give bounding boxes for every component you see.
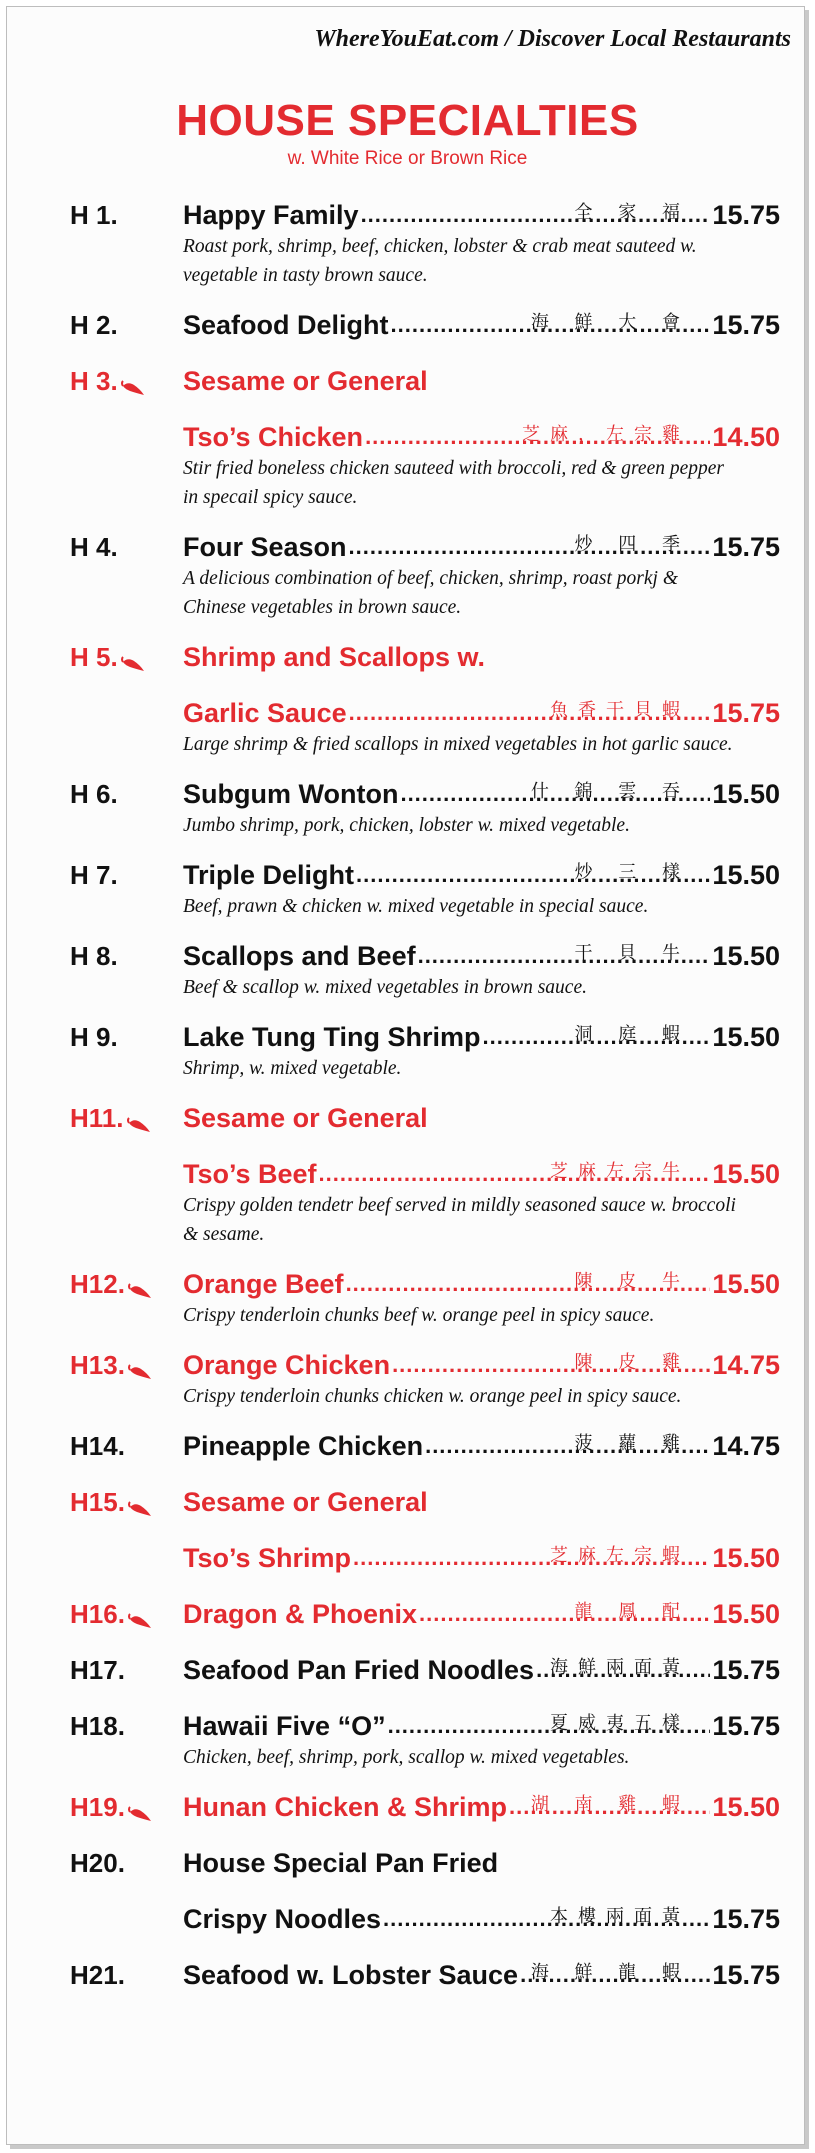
item-name-line [70,1950,780,2006]
spicy-pepper-icon [120,650,146,668]
item-code: H 9. [70,1022,118,1052]
item-code: H21. [70,1960,125,1990]
item-price: 15.75 [712,1711,780,1741]
item-code: H16. [70,1599,180,1630]
item-chinese-name: 海 鮮 大 會 [530,312,690,333]
item-description: Beef, prawn & chicken w. mixed vegetable in special sauce. [183,896,649,917]
item-price: 15.50 [712,1022,780,1052]
item-name-line [70,850,780,906]
item-code: H15. [70,1487,180,1518]
item-name: Tso’s Chicken [183,422,364,452]
item-code: H18. [70,1711,125,1741]
item-description: Large shrimp & fried scallops in mixed vegetables in hot garlic sauce. [183,734,733,755]
spicy-pepper-icon [127,1277,153,1295]
menu-item [70,1589,780,1645]
item-price: 15.50 [712,860,780,890]
item-name-line [70,1533,780,1589]
item-name-line [70,1589,780,1645]
item-chinese-name: 全 家 福 [574,202,690,223]
item-name-line [70,931,780,987]
item-chinese-name: 芝麻左宗牛 [550,1161,690,1182]
item-chinese-name: 什 錦 雲 吞 [530,781,690,802]
item-code: H 1. [70,200,118,230]
item-name: Orange Beef [183,1269,344,1299]
item-name-line [70,688,780,744]
item-name-line [70,1645,780,1701]
item-description: Crispy golden tendetr beef served in mildly seasoned sauce w. broccoli & sesame. [183,1195,736,1245]
item-name: Orange Chicken [183,1350,391,1380]
item-name: Happy Family [183,200,359,230]
menu-item [70,632,780,759]
item-name: Four Season [183,532,347,562]
menu-list [70,190,780,2006]
item-name-line [70,1093,780,1149]
spicy-pepper-icon [127,1495,153,1513]
spicy-pepper-icon [127,1607,153,1625]
item-name: Scallops and Beef [183,941,416,971]
site-watermark: WhereYouEat.com / Discover Local Restaurants [314,26,791,52]
item-description: Crispy tenderloin chunks chicken w. orange peel in spicy sauce. [183,1386,682,1407]
item-code: H 2. [70,310,118,340]
menu-item [70,931,780,1002]
item-name: Lake Tung Ting Shrimp [183,1022,481,1052]
item-price: 15.50 [712,941,780,971]
item-code: H17. [70,1655,125,1685]
item-price: 15.50 [712,779,780,809]
menu-item [70,1259,780,1330]
item-code: H14. [70,1431,125,1461]
item-name: Subgum Wonton [183,779,399,809]
item-price: 15.75 [712,310,780,340]
item-price: 14.50 [712,422,780,452]
item-chinese-name: 炒 三 樣 [574,862,690,883]
item-code: H20. [70,1848,125,1878]
item-chinese-name: 海 鮮 龍 蝦 [530,1962,690,1983]
item-price: 15.75 [712,200,780,230]
page-subtitle: w. White Rice or Brown Rice [287,148,528,169]
item-name-line [70,190,780,246]
item-chinese-name: 陳 皮 雞 [574,1352,690,1373]
item-description: A delicious combination of beef, chicken, shrimp, roast porkj & Chinese vegetables in brown sauce. [183,568,679,618]
item-description: Chicken, beef, shrimp, pork, scallop w. mixed vegetables. [183,1747,630,1768]
item-description: Jumbo shrimp, pork, chicken, lobster w. mixed vegetable. [183,815,630,836]
item-name: Triple Delight [183,860,355,890]
item-chinese-name: 芝麻，左宗雞 [522,424,690,445]
item-description: Beef & scallop w. mixed vegetables in brown sauce. [183,977,587,998]
spicy-pepper-icon [127,1800,153,1818]
item-code: H13. [70,1350,180,1381]
item-code: H 4. [70,532,118,562]
item-chinese-name: 湖 南 雞 蝦 [530,1794,690,1815]
menu-item [70,1782,780,1838]
item-chinese-name: 本樓兩面黃 [550,1906,690,1927]
menu-item [70,1340,780,1411]
item-name-line [70,1701,780,1757]
item-name-line [70,1477,780,1533]
menu-item [70,190,780,290]
item-chinese-name: 海鮮兩面黃 [550,1657,690,1678]
item-name-part1: House Special Pan Fried [183,1848,499,1878]
item-code: H11. [70,1103,180,1134]
item-chinese-name: 菠 蘿 雞 [574,1433,690,1454]
item-name-part1: Shrimp and Scallops w. [183,642,486,672]
item-name: Tso’s Shrimp [183,1543,352,1573]
item-name: Tso’s Beef [183,1159,317,1189]
item-price: 15.50 [712,1159,780,1189]
item-price: 14.75 [712,1350,780,1380]
menu-item [70,1701,780,1772]
item-name: Garlic Sauce [183,698,347,728]
item-name-line [70,1782,780,1838]
spicy-pepper-icon [127,1358,153,1376]
item-code: H 7. [70,860,118,890]
item-name: Dragon & Phoenix [183,1599,418,1629]
item-price: 15.75 [712,1960,780,1990]
menu-item [70,850,780,921]
menu-item [70,300,780,356]
item-name: Seafood Pan Fried Noodles [183,1655,535,1685]
item-name-line [70,1149,780,1205]
menu-item [70,1838,780,1950]
item-name: Seafood w. Lobster Sauce [183,1960,519,1990]
item-chinese-name: 魚香干貝蝦 [550,700,690,721]
item-code: H 3. [70,366,180,397]
item-name: Hunan Chicken & Shrimp [183,1792,508,1822]
item-description: Crispy tenderloin chunks beef w. orange peel in spicy sauce. [183,1305,655,1326]
menu-item [70,1093,780,1249]
item-name-line [70,412,780,468]
item-description: Stir fried boneless chicken sauteed with broccoli, red & green pepper in specail spicy sauce. [183,458,725,508]
menu-item [70,1012,780,1083]
item-price: 15.50 [712,1599,780,1629]
item-name-line [70,1838,780,1894]
item-chinese-name: 炒 四 季 [574,534,690,555]
item-price: 15.50 [712,1792,780,1822]
item-code: H 5. [70,642,180,673]
item-price: 15.75 [712,1655,780,1685]
item-name-line [70,522,780,578]
item-name: Seafood Delight [183,310,389,340]
item-name-line [70,769,780,825]
menu-item [70,1421,780,1477]
item-chinese-name: 龍 鳳 配 [574,1601,690,1622]
menu-item [70,769,780,840]
item-code: H19. [70,1792,180,1823]
item-price: 15.75 [712,698,780,728]
item-price: 14.75 [712,1431,780,1461]
item-name-line [70,300,780,356]
item-price: 15.50 [712,1543,780,1573]
item-name-line [70,1894,780,1950]
item-price: 15.75 [712,532,780,562]
item-code: H 6. [70,779,118,809]
item-description: Shrimp, w. mixed vegetable. [183,1058,402,1079]
item-name: Crispy Noodles [183,1904,382,1934]
item-name-part1: Sesame or General [183,1103,428,1133]
item-chinese-name: 陳 皮 牛 [574,1271,690,1292]
item-code: H12. [70,1269,180,1300]
item-chinese-name: 洞 庭 蝦 [574,1024,690,1045]
menu-item [70,356,780,512]
item-code: H 8. [70,941,118,971]
item-name-line [70,1340,780,1396]
item-name-line [70,1421,780,1477]
item-name-part1: Sesame or General [183,1487,428,1517]
item-name-line [70,356,780,412]
item-price: 15.50 [712,1269,780,1299]
menu-item [70,522,780,622]
spicy-pepper-icon [120,374,146,392]
menu-item [70,1950,780,2006]
menu-item [70,1477,780,1589]
item-price: 15.75 [712,1904,780,1934]
page-title: HOUSE SPECIALTIES [176,96,639,145]
menu-item [70,1645,780,1701]
item-chinese-name: 干 貝 牛 [574,943,690,964]
item-name-part1: Sesame or General [183,366,428,396]
item-name: Pineapple Chicken [183,1431,424,1461]
item-description: Roast pork, shrimp, beef, chicken, lobster & crab meat sauteed w. vegetable in tasty brown sauce. [183,236,697,286]
item-name-line [70,1259,780,1315]
item-chinese-name: 夏威夷五樣 [550,1713,690,1734]
item-name-line [70,1012,780,1068]
item-name: Hawaii Five “O” [183,1711,386,1741]
item-name-line [70,632,780,688]
spicy-pepper-icon [126,1111,152,1129]
item-chinese-name: 芝麻左宗蝦 [550,1545,690,1566]
